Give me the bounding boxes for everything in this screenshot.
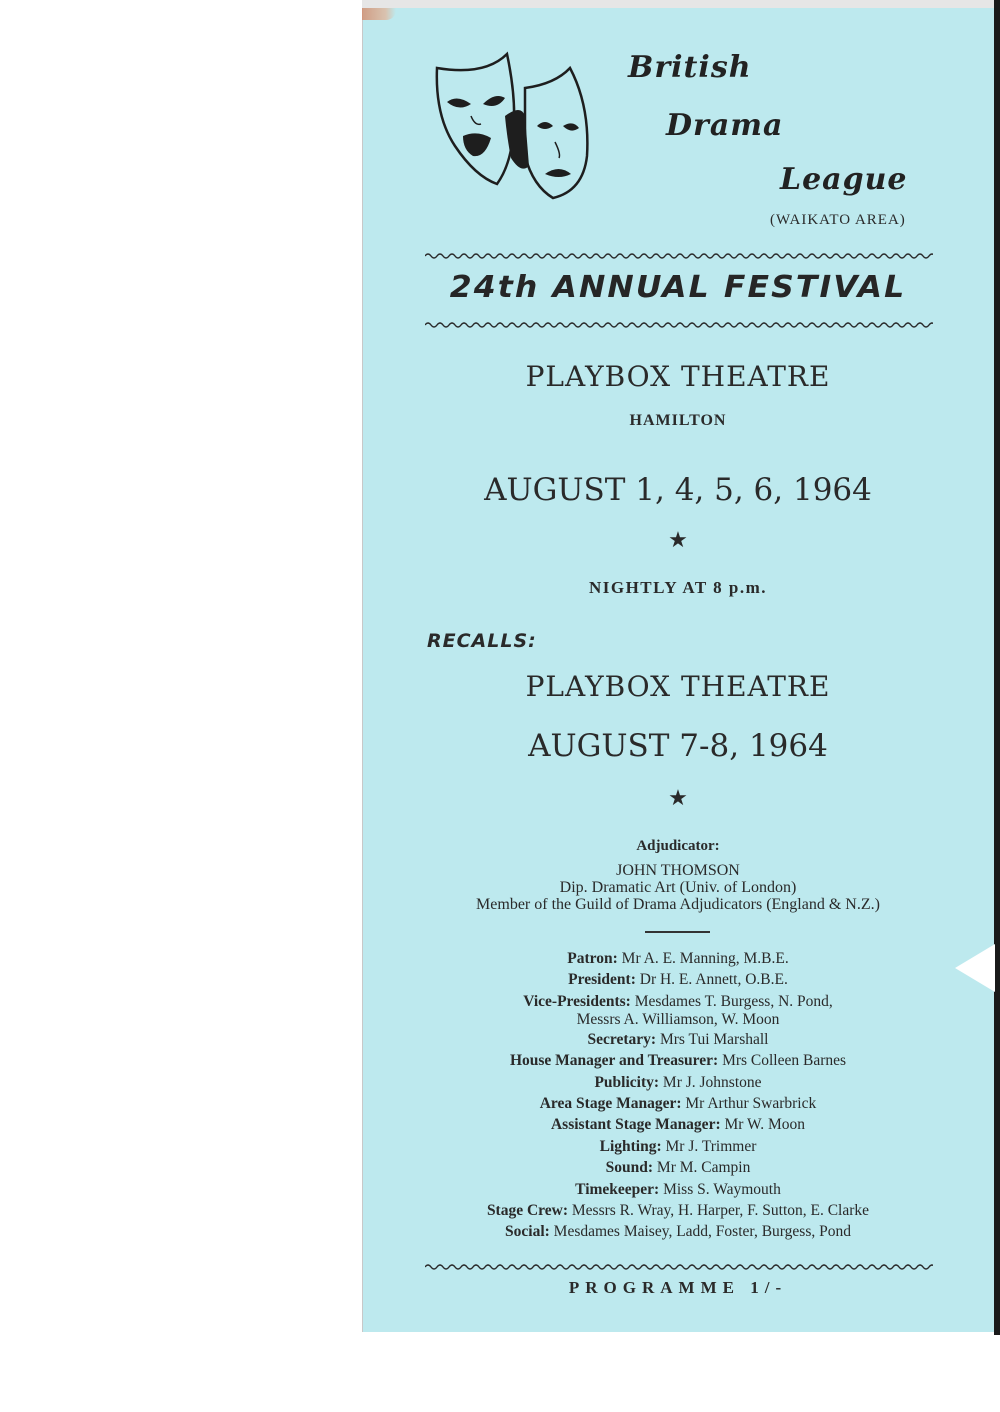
officer-name-continuation: Messrs A. Williamson, W. Moon bbox=[576, 1010, 780, 1028]
officer-name: Mr W. Moon bbox=[724, 1116, 806, 1134]
officer-role: House Manager and Treasurer: bbox=[509, 1052, 719, 1070]
officer-role: Social: bbox=[505, 1223, 550, 1241]
officer-role: Vice-Presidents: bbox=[523, 992, 631, 1010]
recalls-label: RECALLS: bbox=[427, 630, 537, 652]
officer-row bbox=[362, 991, 994, 1029]
title-word-league: League bbox=[780, 162, 908, 197]
title-word-british: British bbox=[628, 50, 752, 85]
officer-row bbox=[362, 1157, 994, 1178]
officer-row bbox=[362, 1093, 994, 1114]
officer-row bbox=[362, 1029, 994, 1050]
officer-name: Mr A. E. Manning, M.B.E. bbox=[621, 950, 789, 967]
officer-row bbox=[362, 1072, 994, 1093]
officer-role: Secretary: bbox=[587, 1030, 657, 1048]
officer-name: Mr M. Campin bbox=[656, 1159, 751, 1177]
officer-role: Timekeeper: bbox=[575, 1180, 660, 1198]
adjudicator-name: JOHN THOMSON bbox=[616, 862, 740, 879]
officer-role: Stage Crew: bbox=[486, 1201, 569, 1219]
officer-role: Patron: bbox=[567, 950, 618, 967]
officer-name: Messrs R. Wray, H. Harper, F. Sutton, E. Clarke bbox=[571, 1201, 870, 1219]
adjudicator-qualification: Dip. Dramatic Art (Univ. of London) bbox=[559, 879, 797, 896]
paper-stain bbox=[362, 8, 396, 20]
wavy-divider bbox=[425, 252, 933, 260]
officer-name: Mesdames T. Burgess, N. Pond, bbox=[634, 992, 833, 1010]
area-subtitle: (WAIKATO AREA) bbox=[770, 212, 906, 228]
venue-name: PLAYBOX THEATRE bbox=[525, 360, 831, 393]
scan-right-edge bbox=[994, 0, 1000, 1335]
adjudicator-label: Adjudicator: bbox=[636, 838, 720, 854]
officer-name: Mr Arthur Swarbrick bbox=[685, 1094, 817, 1112]
officer-name: Mr J. Trimmer bbox=[665, 1137, 757, 1155]
officer-row bbox=[362, 1221, 994, 1242]
adjudicator-membership: Member of the Guild of Drama Adjudicators (England & N.Z.) bbox=[476, 896, 880, 913]
star-icon: ★ bbox=[668, 528, 688, 553]
officer-row bbox=[362, 969, 994, 990]
officers-list bbox=[362, 948, 994, 1243]
officer-role: President: bbox=[568, 971, 636, 989]
recalls-venue: PLAYBOX THEATRE bbox=[525, 670, 831, 703]
officer-row bbox=[362, 1050, 994, 1071]
officer-role: Assistant Stage Manager: bbox=[550, 1116, 721, 1134]
star-icon: ★ bbox=[668, 786, 688, 811]
officer-name: Mrs Colleen Barnes bbox=[722, 1052, 847, 1070]
officer-name: Mrs Tui Marshall bbox=[659, 1030, 769, 1048]
officer-name: Mr J. Johnstone bbox=[662, 1073, 762, 1091]
venue-city: HAMILTON bbox=[629, 412, 727, 429]
officer-role: Area Stage Manager: bbox=[539, 1094, 682, 1112]
officer-role: Sound: bbox=[605, 1159, 654, 1177]
title-word-drama: Drama bbox=[666, 108, 784, 143]
officer-row bbox=[362, 1114, 994, 1135]
comedy-tragedy-masks-icon bbox=[425, 46, 605, 206]
officer-row bbox=[362, 948, 994, 969]
officer-row bbox=[362, 1136, 994, 1157]
officer-row bbox=[362, 1200, 994, 1221]
officer-row bbox=[362, 1179, 994, 1200]
officer-name: Mesdames Maisey, Ladd, Foster, Burgess, Pond bbox=[553, 1223, 851, 1241]
festival-heading: 24th ANNUAL FESTIVAL bbox=[449, 270, 907, 305]
recalls-dates: AUGUST 7-8, 1964 bbox=[528, 728, 828, 764]
officer-role: Lighting: bbox=[599, 1137, 662, 1155]
officer-role: Publicity: bbox=[594, 1073, 660, 1091]
festival-dates: AUGUST 1, 4, 5, 6, 1964 bbox=[484, 472, 872, 508]
section-rule bbox=[645, 931, 710, 933]
performance-time: NIGHTLY AT 8 p.m. bbox=[588, 578, 768, 597]
officer-name: Miss S. Waymouth bbox=[663, 1180, 781, 1198]
officer-name: Dr H. E. Annett, O.B.E. bbox=[639, 971, 788, 989]
programme-price: PROGRAMME 1/- bbox=[568, 1278, 788, 1297]
wavy-divider bbox=[425, 321, 933, 329]
wavy-divider bbox=[425, 1263, 933, 1271]
